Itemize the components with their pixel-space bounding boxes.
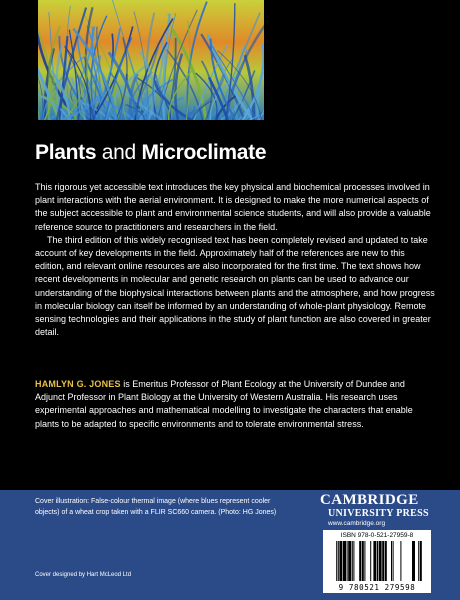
title-part-microclimate: Microclimate	[141, 141, 267, 164]
blurb	[35, 181, 435, 339]
publisher-subname: UNIVERSITY PRESS	[328, 508, 429, 519]
barcode-number: 9 780521 279598	[338, 583, 416, 592]
barcode-panel	[323, 530, 431, 593]
title-part-and: and	[101, 141, 136, 164]
author-bio	[35, 378, 435, 431]
isbn-label: ISBN 978-0-521-27959-8	[340, 532, 414, 539]
barcode-icon	[329, 541, 425, 583]
publisher-url: www.cambridge.org	[328, 520, 386, 527]
author-name: HAMLYN G. JONES	[35, 379, 121, 389]
cover-thermal-image	[38, 0, 264, 120]
publisher-name: CAMBRIDGE	[320, 492, 419, 508]
book-title	[35, 139, 266, 167]
author-bio-text: is Emeritus Professor of Plant Ecology at the University of Dundee and Adjunct Professor in Plant Biology at the University of Western Australia. His research uses experimental approaches and mathematical modelling to investigate the characters that enable plants to be adapted to specific environments and to tolerate environmental stress.	[35, 379, 413, 429]
publisher-logo	[320, 492, 430, 529]
cover-illustration-credit: Cover illustration: False-colour thermal image (where blues represent cooler objects) of a wheat crop taken with a FLIR SC660 camera. (Photo: HG Jones)	[35, 498, 277, 516]
title-part-plants: Plants	[35, 141, 97, 164]
blurb-paragraph-2: The third edition of this widely recognised text has been completely revised and updated to take account of key developments in the field. Approximately half of the references are new to this edition, and relevant online resources are also incorporated for the first time. The text shows how recent developments in molecular and genetic research on plants can be used to advance our understanding of the biophysical interactions between plants and the atmosphere, and how progress in molecular biology can itself be informed by an understanding of whole-plant physiology. Remote sensing technologies and their applications in the study of plant function are also covered in greater detail.	[35, 234, 435, 338]
cover-designer-credit: Cover designed by Hart McLeod Ltd	[35, 572, 132, 578]
blurb-paragraph-1: This rigorous yet accessible text introduces the key physical and biochemical processes involved in plant interactions with the aerial environment. It is designed to make the more numerical aspects of the subject accessible to plant and environmental science students, and will also provide a valuable reference source to practitioners and researchers in the field.	[35, 182, 431, 232]
